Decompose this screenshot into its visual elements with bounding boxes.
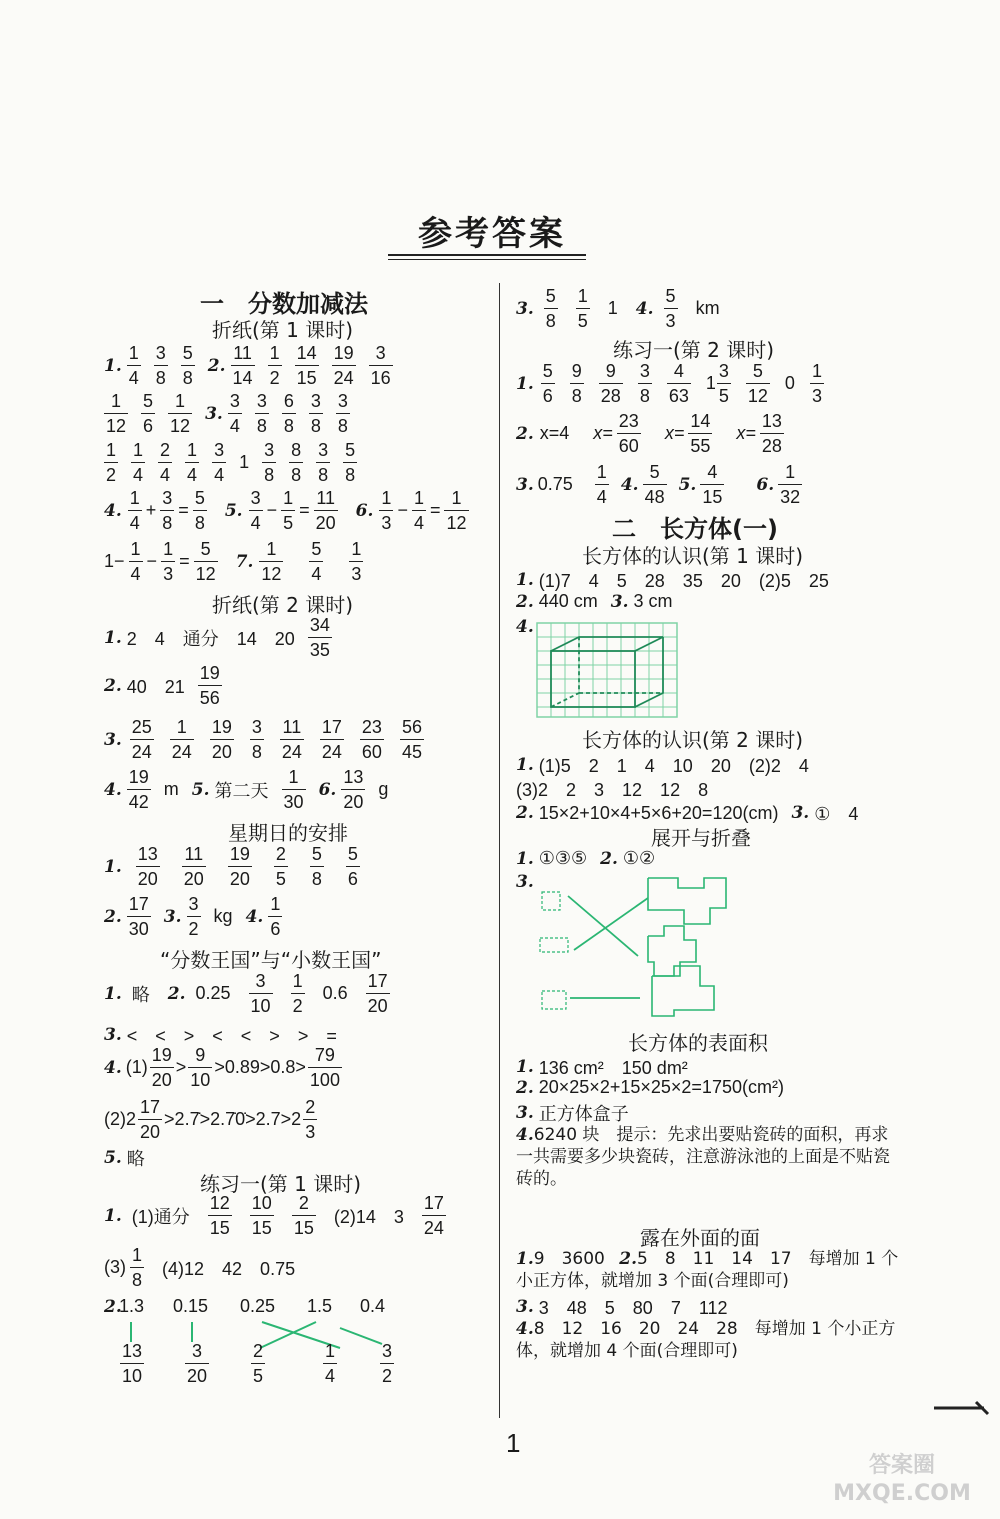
fraction: $\frac{19}{42}$ — [128, 767, 149, 812]
answer-row — [104, 540, 363, 583]
unit-2-title: 二 长方体(一) — [612, 515, 778, 543]
question-number: 3. — [104, 1025, 122, 1045]
operator: = — [429, 500, 441, 520]
fraction: $\frac{9}{8}$ — [571, 361, 582, 406]
match-top-item: 1.3 — [119, 1296, 145, 1316]
answer-row — [104, 972, 390, 1015]
question-number: 2. — [104, 1297, 122, 1317]
fraction: $\frac{1}{3}$ — [381, 488, 392, 533]
fraction: $\frac{2}{5}$ — [275, 844, 286, 889]
question-number: 5. — [678, 474, 697, 495]
value-text: 1 — [239, 452, 250, 472]
answer-row — [104, 895, 282, 938]
section-title: 长方体的认识(第 1 课时) — [582, 544, 804, 568]
question-number: 2. — [619, 1249, 638, 1269]
value-text: 略 — [131, 984, 150, 1005]
fraction: $\frac{3}{4}$ — [229, 391, 240, 436]
answer-row — [516, 591, 673, 612]
question-number: 4. — [104, 1057, 122, 1078]
fraction: $\frac{17}{30}$ — [128, 894, 149, 939]
fraction: $\frac{5}{6}$ — [347, 844, 358, 889]
mixed-number: 1 $\frac{3}{5}$ — [705, 361, 729, 406]
answer-row — [104, 489, 469, 532]
answer-row — [104, 441, 357, 484]
operator: + — [145, 500, 157, 520]
fraction: $\frac{19}{20}$ — [211, 717, 232, 762]
fraction: $\frac{3}{8}$ — [337, 391, 348, 436]
fraction: $\frac{6}{8}$ — [283, 391, 294, 436]
fraction: $\frac{3}{8}$ — [310, 391, 321, 436]
fraction: $\frac{4}{15}$ — [702, 462, 723, 507]
fraction: $\frac{23}{60}$ — [361, 717, 382, 762]
answer-row — [516, 752, 809, 778]
fraction: $\frac{1}{2}$ — [269, 343, 280, 388]
answer-text: 6240 块 提示：先求出要贴瓷砖的面积，再求一共需要多少块瓷砖，注意游泳池的上面是不贴瓷砖的。 — [516, 1125, 890, 1189]
question-number: 1. — [516, 373, 534, 394]
operator: − — [397, 500, 408, 520]
unit-label: m — [163, 779, 179, 799]
fraction: $\frac{1}{4}$ — [187, 440, 198, 485]
match-top-item: 0.25 — [240, 1296, 276, 1316]
question-number: 1. — [104, 856, 122, 877]
fraction: $\frac{1}{2}$ — [106, 440, 117, 485]
answer-row — [104, 768, 388, 811]
fraction: $\frac{1}{4}$ — [130, 539, 141, 584]
fraction: $\frac{11}{20}$ — [183, 844, 204, 889]
answer-row — [104, 845, 360, 888]
question-number: 3. — [516, 872, 534, 892]
question-number: 2. — [516, 423, 534, 444]
fraction: $\frac{19}{20}$ — [151, 1045, 172, 1090]
fraction: $\frac{23}{60}$ — [618, 411, 639, 456]
fraction: $\frac{1}{6}$ — [270, 894, 281, 939]
answer-paragraph — [516, 1248, 904, 1292]
page-number: 1 — [506, 1428, 521, 1458]
fraction: $\frac{1}{5}$ — [283, 488, 294, 533]
question-number: 4. — [635, 298, 654, 319]
section-title: 长方体的表面积 — [628, 1031, 768, 1055]
question-number: 2. — [104, 906, 122, 927]
question-number: 5. — [104, 1148, 122, 1168]
watermark-logo: 答案圈 MXQE.COM — [833, 1453, 971, 1506]
question-number: 2. — [516, 1077, 534, 1098]
unit-label: g — [378, 779, 389, 799]
fraction: $\frac{1}{12}$ — [261, 539, 282, 584]
question-number: 2. — [516, 803, 534, 823]
question-number: 7. — [235, 551, 254, 572]
fraction: $\frac{3}{2}$ — [382, 1341, 393, 1386]
fraction: $\frac{5}{12}$ — [747, 361, 768, 406]
answer-row — [516, 1100, 629, 1126]
value-text: ①③⑤ — [538, 848, 588, 868]
question-number: 3. — [205, 403, 223, 424]
value-text: 0 — [784, 373, 795, 393]
question-number: 4. — [104, 779, 122, 800]
fraction: $\frac{5}{8}$ — [545, 286, 556, 331]
value-text: 0.75 — [537, 474, 573, 494]
question-number: 3. — [163, 906, 182, 927]
question-number: 3. — [516, 474, 534, 495]
question-number: 1. — [104, 1205, 122, 1226]
value-text: (3)2 2 3 12 12 8 — [516, 780, 709, 800]
answer-row — [104, 1098, 317, 1141]
value-text: < < > < < > > = — [126, 1026, 337, 1046]
value-text: 40 21 — [126, 676, 185, 697]
answer-row — [516, 1077, 784, 1098]
answer-row — [104, 1046, 342, 1089]
fraction: $\frac{19}{24}$ — [333, 343, 354, 388]
section-title: 星期日的安排 — [228, 821, 348, 845]
question-number: 1. — [104, 627, 122, 648]
title-rule — [388, 254, 586, 256]
question-number: 3. — [516, 1297, 534, 1317]
fraction: $\frac{2}{15}$ — [293, 1193, 314, 1238]
fraction: $\frac{13}{28}$ — [761, 411, 782, 456]
fraction: $\frac{17}{20}$ — [367, 971, 388, 1016]
question-number: 4. — [245, 906, 264, 927]
answer-row — [104, 718, 424, 761]
fraction: $\frac{5}{6}$ — [143, 391, 154, 436]
operator: = — [179, 551, 190, 571]
value-text: 1 — [607, 298, 618, 318]
question-number: 1. — [516, 1249, 534, 1269]
fraction: $\frac{3}{20}$ — [187, 1341, 208, 1386]
fraction: $\frac{1}{12}$ — [170, 391, 191, 436]
value-text: (2)14 3 — [333, 1206, 404, 1227]
value-text: 0.6 — [322, 983, 348, 1003]
equation-label: x= — [736, 423, 756, 443]
question-number: 3. — [610, 591, 629, 612]
fraction: $\frac{5}{4}$ — [311, 539, 322, 584]
question-number: 6. — [756, 474, 775, 495]
fraction: $\frac{13}{10}$ — [122, 1341, 143, 1386]
section-title: 展开与折叠 — [651, 826, 751, 850]
operator: − — [146, 551, 158, 571]
fraction: $\frac{13}{20}$ — [343, 767, 364, 812]
question-number: 2. — [600, 848, 618, 869]
fraction: $\frac{3}{8}$ — [318, 440, 329, 485]
fraction: $\frac{5}{3}$ — [665, 286, 676, 331]
answer-row — [516, 567, 829, 593]
answer-text: 5 8 11 14 17 每增加 1 个小正方体，就增加 3 个面(合理即可) — [516, 1249, 899, 1291]
answer-row — [104, 616, 332, 659]
value-text: (1)7 4 5 28 35 20 (2)5 25 — [538, 571, 829, 591]
fraction: $\frac{19}{56}$ — [199, 663, 220, 708]
value-text: (1)5 2 1 4 10 20 (2)2 4 — [538, 756, 809, 776]
fraction: $\frac{1}{3}$ — [351, 539, 362, 584]
fraction: $\frac{3}{4}$ — [214, 440, 225, 485]
match-top-item: 0.4 — [360, 1296, 386, 1316]
fraction: $\frac{10}{15}$ — [251, 1193, 272, 1238]
question-number: 6. — [318, 779, 337, 800]
value-text: 3 48 5 80 7 112 — [538, 1298, 728, 1318]
answer-row — [104, 1246, 295, 1289]
fraction: $\frac{1}{5}$ — [577, 286, 588, 331]
answer-text: 8 12 16 20 24 28 每增加 1 个小正方体，就增加 4 个面(合理即可) — [516, 1319, 896, 1361]
fraction: $\frac{2}{4}$ — [160, 440, 171, 485]
fraction: $\frac{1}{4}$ — [596, 462, 607, 507]
fraction: $\frac{1}{12}$ — [106, 391, 127, 436]
fraction: $\frac{12}{15}$ — [209, 1193, 230, 1238]
question-number: 1. — [516, 1057, 534, 1077]
fraction: $\frac{2}{3}$ — [305, 1097, 316, 1142]
value-text: >0.89>0.8> — [214, 1057, 306, 1077]
answer-text: 9 3600 — [533, 1249, 605, 1269]
fraction: $\frac{8}{8}$ — [291, 440, 302, 485]
fraction: $\frac{3}{10}$ — [250, 971, 271, 1016]
match-top-item: 0.15 — [173, 1296, 209, 1316]
question-number: 4. — [104, 500, 122, 521]
question-number: 2. — [104, 675, 122, 696]
question-number: 2. — [167, 983, 186, 1004]
section-title: 折纸(第 1 课时) — [212, 318, 354, 342]
question-number: 1. — [516, 848, 534, 869]
fraction: $\frac{1}{30}$ — [283, 767, 304, 812]
value-text: (1) — [125, 1057, 148, 1077]
fraction: $\frac{56}{45}$ — [401, 717, 422, 762]
operator: = — [299, 500, 310, 520]
question-number: 4. — [516, 1319, 534, 1339]
solid-views — [540, 892, 568, 1009]
fraction: $\frac{17}{24}$ — [423, 1193, 444, 1238]
fraction: $\frac{9}{10}$ — [190, 1045, 211, 1090]
section-title: “分数王国”与“小数王国” — [160, 948, 382, 972]
nets — [648, 878, 726, 1016]
value-text: (2)2 — [104, 1109, 137, 1129]
answer-row — [516, 848, 655, 869]
fraction: $\frac{25}{24}$ — [131, 717, 152, 762]
equation-label: x= — [593, 423, 613, 443]
operator: > — [175, 1057, 187, 1077]
fraction: $\frac{14}{55}$ — [690, 411, 711, 456]
fraction: $\frac{1}{3}$ — [811, 361, 822, 406]
fraction: $\frac{1}{4}$ — [133, 440, 144, 485]
answer-row — [516, 872, 534, 892]
value-text: 正方体盒子 — [538, 1104, 629, 1124]
connection-lines — [568, 896, 648, 998]
fraction: $\frac{3}{8}$ — [264, 440, 275, 485]
section-title: 折纸(第 2 课时) — [212, 593, 354, 617]
fraction: $\frac{3}{8}$ — [256, 391, 267, 436]
question-number: 3. — [791, 803, 810, 823]
fraction: $\frac{11}{14}$ — [232, 343, 253, 388]
fraction: $\frac{11}{24}$ — [281, 717, 302, 762]
answer-row — [104, 664, 222, 707]
fraction: $\frac{5}{8}$ — [194, 488, 205, 533]
question-number: 1. — [104, 983, 122, 1004]
fraction: $\frac{3}{8}$ — [155, 343, 166, 388]
fraction: $\frac{13}{20}$ — [137, 844, 158, 889]
question-number: 5. — [191, 779, 210, 800]
section-title: 练习一(第 2 课时) — [613, 338, 775, 362]
question-number: 4. — [620, 474, 639, 495]
answer-row — [516, 362, 824, 405]
fraction: $\frac{2}{5}$ — [253, 1341, 264, 1386]
fraction: $\frac{34}{35}$ — [309, 615, 330, 660]
answer-row — [104, 1145, 145, 1171]
question-number: 3. — [516, 1103, 534, 1123]
value-text: 0.25 — [195, 983, 231, 1003]
fraction: $\frac{3}{8}$ — [162, 488, 173, 533]
value-text: 15×2+10×4+5×6+20=120(cm) — [538, 802, 779, 823]
question-number: 4. — [516, 617, 534, 637]
fraction: $\frac{5}{48}$ — [644, 462, 665, 507]
column-divider — [499, 283, 500, 1418]
fraction: $\frac{1}{24}$ — [171, 717, 192, 762]
value-text: (1)通分 — [131, 1206, 190, 1227]
fraction: $\frac{5}{6}$ — [542, 361, 553, 406]
fraction: $\frac{3}{5}$ — [718, 361, 729, 406]
section-title: 露在外面的面 — [640, 1226, 760, 1250]
unit-label: kg — [213, 906, 233, 926]
question-number: 3. — [104, 729, 122, 750]
question-number: 4. — [516, 1125, 534, 1145]
question-number: 5. — [224, 500, 243, 521]
fraction: $\frac{1}{4}$ — [413, 488, 424, 533]
fraction: $\frac{3}{8}$ — [251, 717, 262, 762]
match-top-item: 1.5 — [307, 1296, 333, 1316]
fraction: $\frac{14}{15}$ — [296, 343, 317, 388]
fraction: $\frac{1}{2}$ — [292, 971, 303, 1016]
question-number: 6. — [355, 500, 374, 521]
question-number: 1. — [516, 755, 534, 775]
value-text: ①② — [622, 848, 656, 868]
answer-row — [516, 776, 708, 802]
answer-paragraph — [516, 1124, 904, 1190]
match-line — [260, 1322, 316, 1348]
answer-row — [516, 287, 720, 330]
answer-row — [516, 1294, 728, 1320]
fraction: $\frac{1}{32}$ — [780, 462, 801, 507]
unit-1-title: 一 分数加减法 — [200, 290, 368, 318]
value-text: 2 4 通分 14 20 — [126, 628, 295, 649]
fraction: $\frac{3}{2}$ — [188, 894, 199, 939]
operator: = — [178, 500, 189, 520]
value-text: 3 cm — [633, 591, 673, 611]
fraction: $\frac{5}{8}$ — [182, 343, 193, 388]
fraction: $\frac{5}{12}$ — [195, 539, 216, 584]
operator: − — [266, 500, 278, 520]
value-text: 136 cm² 150 dm² — [538, 1058, 688, 1078]
question-number: 3. — [516, 298, 534, 319]
unit-label: km — [695, 298, 720, 318]
answer-row — [516, 617, 534, 637]
fraction: $\frac{4}{63}$ — [668, 361, 689, 406]
fraction: $\frac{5}{8}$ — [345, 440, 356, 485]
value-text: ① 4 — [814, 804, 859, 824]
fraction: $\frac{11}{20}$ — [315, 488, 336, 533]
cuboid-grid-drawing — [536, 622, 678, 718]
equation-label: x= — [664, 423, 685, 443]
value-text: 第二天 — [214, 780, 269, 801]
answer-paragraph — [516, 1318, 904, 1362]
fraction: $\frac{3}{16}$ — [370, 343, 391, 388]
fraction: $\frac{5}{8}$ — [311, 844, 322, 889]
value-text: >2.7̇>2.7̇0̇>2.7>2 — [164, 1109, 302, 1129]
match-line — [340, 1328, 382, 1344]
fraction: $\frac{3}{8}$ — [639, 361, 650, 406]
value-text: 略 — [126, 1149, 145, 1169]
fraction: $\frac{79}{100}$ — [309, 1045, 340, 1090]
net-matching-drawing — [534, 876, 734, 1021]
section-title: 长方体的认识(第 2 课时) — [582, 728, 804, 752]
fraction: $\frac{1}{8}$ — [132, 1245, 143, 1290]
question-number: 1. — [516, 570, 534, 590]
page-title: 参考答案 — [418, 214, 566, 254]
fraction: $\frac{1}{12}$ — [446, 488, 467, 533]
fraction: $\frac{1}{3}$ — [163, 539, 174, 584]
value-text: 440 cm — [538, 591, 598, 611]
question-number: 2. — [516, 591, 534, 612]
fraction: $\frac{1}{4}$ — [325, 1341, 336, 1386]
fraction: $\frac{3}{4}$ — [250, 488, 261, 533]
fraction: $\frac{1}{4}$ — [128, 343, 139, 388]
value-text: x=4 — [539, 423, 570, 443]
answer-row — [104, 344, 393, 387]
value-text: 20×25×2+15×25×2=1750(cm²) — [538, 1077, 784, 1097]
value-text: (3) — [104, 1257, 126, 1277]
value-text: (4)12 42 0.75 — [162, 1258, 296, 1279]
value-text: 1− — [104, 551, 125, 571]
answer-row — [104, 392, 350, 435]
fraction: $\frac{17}{24}$ — [321, 717, 342, 762]
title-rule-thin — [388, 259, 586, 260]
answer-row — [516, 463, 802, 506]
question-number: 2. — [207, 355, 226, 376]
fraction: $\frac{19}{20}$ — [229, 844, 250, 889]
answer-row — [104, 1194, 446, 1237]
fraction: $\frac{1}{4}$ — [129, 488, 140, 533]
corner-mark-icon — [932, 1398, 992, 1418]
fraction: $\frac{9}{28}$ — [600, 361, 621, 406]
section-title: 练习一(第 1 课时) — [200, 1172, 362, 1196]
answer-row — [104, 1022, 337, 1048]
answer-row — [516, 412, 784, 455]
question-number: 1. — [104, 355, 122, 376]
fraction: $\frac{17}{20}$ — [140, 1097, 161, 1142]
